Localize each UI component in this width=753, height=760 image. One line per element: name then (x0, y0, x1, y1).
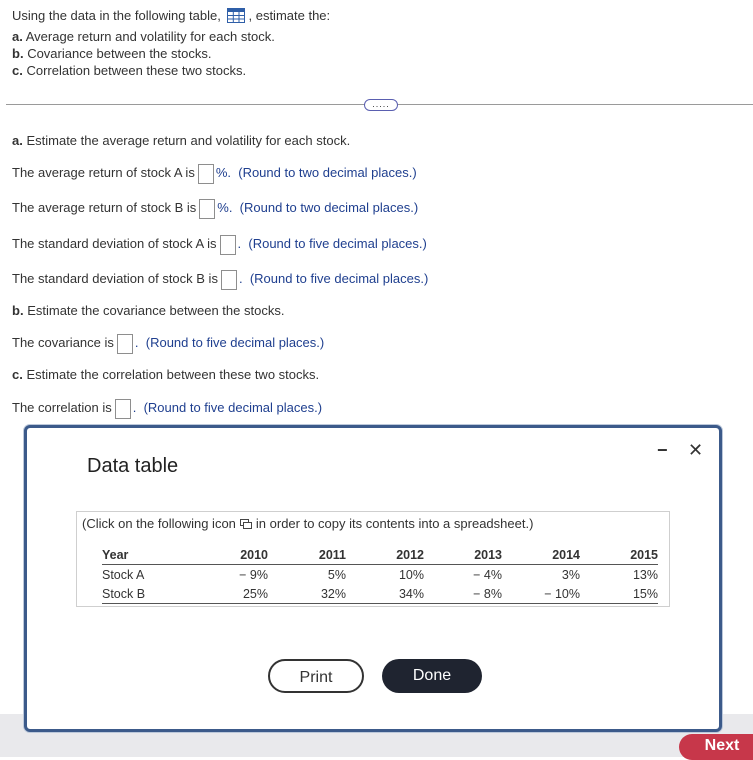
round-hint: (Round to five decimal places.) (145, 335, 325, 350)
covariance-row (12, 333, 324, 354)
part-letter: c. (12, 63, 23, 78)
table-header-row (102, 545, 658, 565)
part-letter: b. (12, 303, 24, 318)
column-header: 2015 (580, 545, 658, 565)
table-row (102, 584, 658, 604)
part-heading-text: Estimate the average return and volatility for each stock. (26, 133, 351, 148)
table-cell: 25% (190, 584, 268, 604)
column-header: 2011 (268, 545, 346, 565)
copy-spreadsheet-icon[interactable] (240, 517, 252, 527)
row-label: Stock A (102, 567, 145, 582)
stock-returns-table (102, 545, 658, 604)
avg-return-a-input[interactable] (198, 164, 214, 184)
part-letter: a. (12, 29, 23, 44)
table-cell: − 4% (473, 567, 502, 582)
table-cell: 15% (580, 584, 658, 604)
table-cell: 32% (268, 584, 346, 604)
table-cell: − 8% (424, 584, 502, 604)
round-hint: (Round to five decimal places.) (249, 271, 429, 286)
answer-unit: . (237, 236, 242, 251)
table-cell: − 10% (502, 584, 580, 604)
table-row (102, 565, 658, 585)
expand-more-button[interactable]: ..... (364, 99, 398, 111)
answer-label: The average return of stock A is (12, 165, 195, 180)
dialog-title: Data table (87, 455, 179, 477)
part-letter: b. (12, 46, 24, 61)
intro-text-end: , estimate the: (248, 8, 331, 23)
column-header: 2014 (502, 545, 580, 565)
part-letter: c. (12, 367, 23, 382)
column-header: Year (102, 545, 190, 565)
round-hint: (Round to two decimal places.) (238, 165, 417, 180)
answer-unit: %. (215, 165, 231, 180)
copy-note-text-end: in order to copy its contents into a spreadsheet.) (255, 516, 534, 531)
avg-return-a-row (12, 163, 417, 184)
part-a-heading (12, 131, 350, 151)
round-hint: (Round to two decimal places.) (239, 200, 419, 215)
part-text: Covariance between the stocks. (27, 46, 212, 61)
std-dev-b-row (12, 269, 428, 290)
part-text: Average return and volatility for each stock. (25, 29, 275, 44)
answer-unit: . (132, 400, 137, 415)
intro-line (12, 7, 330, 24)
avg-return-b-row (12, 198, 418, 219)
part-c-heading (12, 365, 319, 385)
part-letter: a. (12, 133, 23, 148)
table-cell: 34% (346, 584, 424, 604)
correlation-row (12, 398, 322, 419)
std-dev-a-input[interactable] (220, 235, 236, 255)
copy-note (82, 516, 533, 531)
intro-part-c (12, 62, 330, 79)
column-header: 2012 (346, 545, 424, 565)
round-hint: (Round to five decimal places.) (143, 400, 323, 415)
part-heading-text: Estimate the covariance between the stocks. (27, 303, 285, 318)
done-button[interactable]: Done (382, 659, 482, 693)
intro-part-a (12, 28, 330, 45)
intro-part-b (12, 45, 330, 62)
part-text: Correlation between these two stocks. (26, 63, 247, 78)
minimize-icon[interactable]: − (657, 440, 668, 460)
round-hint: (Round to five decimal places.) (248, 236, 427, 251)
part-b-heading (12, 301, 284, 321)
next-button[interactable]: Next (679, 734, 753, 760)
std-dev-a-row (12, 234, 427, 255)
answer-label: The average return of stock B is (12, 200, 197, 215)
column-header: 2010 (190, 545, 268, 565)
close-icon[interactable]: ✕ (688, 440, 704, 460)
std-dev-b-input[interactable] (221, 270, 237, 290)
table-cell: − 9% (239, 567, 268, 582)
correlation-input[interactable] (115, 399, 131, 419)
avg-return-b-input[interactable] (199, 199, 215, 219)
table-cell: 3% (561, 567, 580, 582)
part-heading-text: Estimate the correlation between these two stocks. (26, 367, 320, 382)
column-header: 2013 (424, 545, 502, 565)
row-label: Stock B (102, 584, 190, 604)
answer-unit: . (238, 271, 243, 286)
answer-unit: %. (217, 200, 233, 215)
table-cell: 13% (632, 567, 658, 582)
covariance-input[interactable] (117, 334, 133, 354)
intro-text: Using the data in the following table, (12, 8, 221, 23)
answer-label: The correlation is (12, 400, 112, 415)
table-cell: 5% (327, 567, 346, 582)
question-intro (12, 7, 330, 79)
table-cell: 10% (398, 567, 424, 582)
answer-label: The standard deviation of stock B is (12, 271, 218, 286)
answer-label: The covariance is (12, 335, 114, 350)
table-grid-icon[interactable] (227, 8, 245, 23)
answer-unit: . (134, 335, 139, 350)
copy-note-text: (Click on the following icon (82, 516, 236, 531)
print-button[interactable]: Print (268, 659, 364, 693)
answer-label: The standard deviation of stock A is (12, 236, 217, 251)
